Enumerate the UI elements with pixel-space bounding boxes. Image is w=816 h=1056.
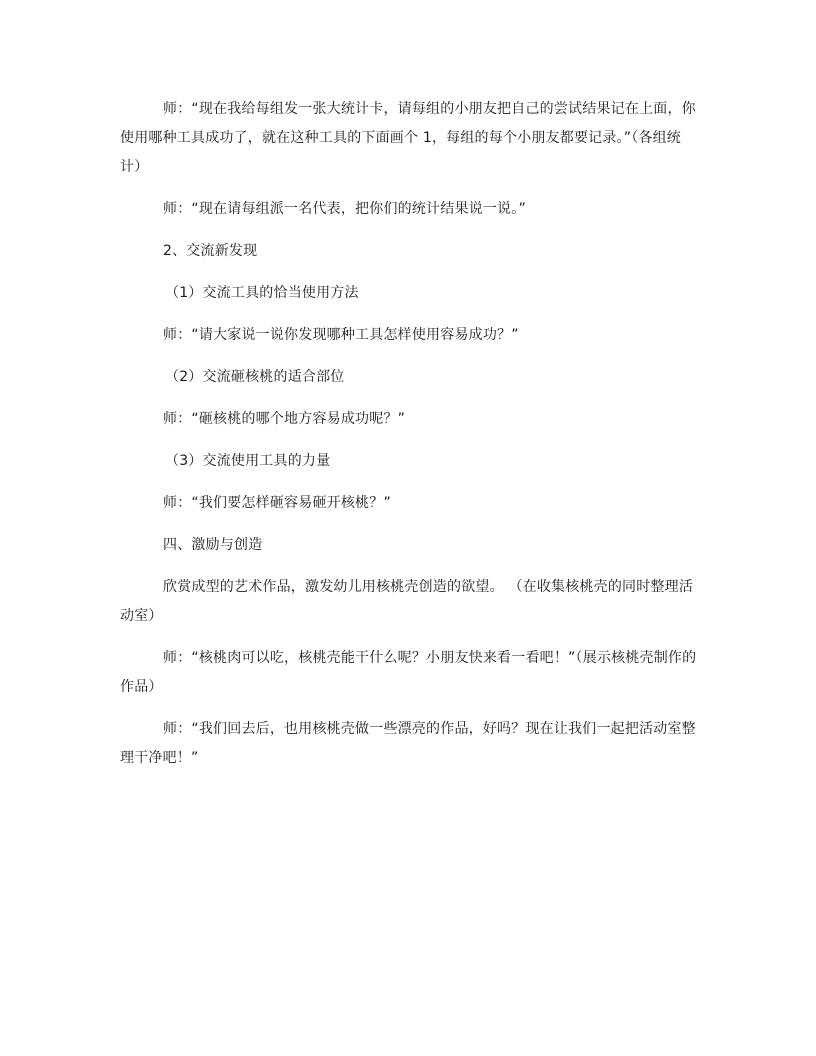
paragraph-teacher-force-question: 师：“我们要怎样砸容易砸开核桃？” bbox=[163, 495, 391, 511]
paragraph-teacher-shell-use: 师：“核桃肉可以吃，核桃壳能干什么呢？小朋友快来看一看吧！”（展示核桃壳制作的作品） bbox=[120, 650, 697, 695]
paragraph-teacher-tool-question: 师：“请大家说一说你发现哪种工具怎样使用容易成功？” bbox=[163, 327, 519, 343]
subheading-tool-force: （3）交流使用工具的力量 bbox=[165, 453, 331, 469]
paragraph-appreciate-artwork: 欣赏成型的艺术作品，激发幼儿用核桃壳创造的欲望。 （在收集核桃壳的同时整理活动室） bbox=[120, 579, 694, 624]
paragraph-teacher-position-question: 师：“砸核桃的哪个地方容易成功呢？” bbox=[163, 411, 406, 427]
subheading-cracking-position: （2）交流砸核桃的适合部位 bbox=[165, 369, 345, 385]
document-body bbox=[120, 95, 700, 786]
paragraph-teacher-cleanup: 师：“我们回去后，也用核桃壳做一些漂亮的作品，好吗？现在让我们一起把活动室整理干净吧！” bbox=[120, 721, 696, 766]
section-heading-exchange-findings: 2、交流新发现 bbox=[163, 243, 258, 259]
paragraph-teacher-representative: 师：“现在请每组派一名代表，把你们的统计结果说一说。” bbox=[163, 201, 526, 217]
section-heading-motivation-creation: 四、激励与创造 bbox=[163, 537, 263, 553]
paragraph-teacher-statistics-card: 师：“现在我给每组发一张大统计卡，请每组的小朋友把自己的尝试结果记在上面，你使用哪种工具成功了，就在这种工具的下面画个 1，每组的每个小朋友都要记录。”（各组统计） bbox=[120, 101, 696, 175]
subheading-tool-usage: （1）交流工具的恰当使用方法 bbox=[165, 285, 359, 301]
